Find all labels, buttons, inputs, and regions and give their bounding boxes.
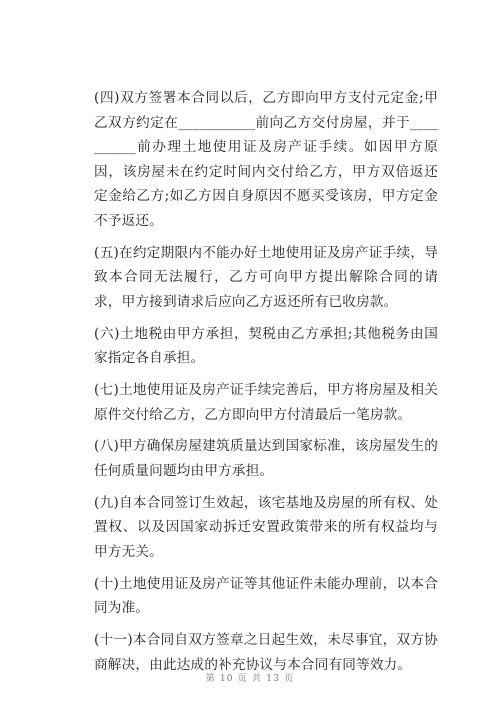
page-number-footer: 第 10 页 共 13 页 [205, 674, 295, 684]
clause-4: (四)双方签署本合同以后，乙方即向甲方支付元定金;甲乙双方约定在___________前向乙方交付房屋，并于__________前办理土地使用证及房产证手续。如因甲方原因，该房屋未在约定时间内交付给乙方，甲方双倍返还定金给乙方;如乙方因自身原因不愿买受该房，甲方定金不予返还。 [94, 90, 438, 229]
clause-11: (十一)本合同自双方签章之日起生效，未尽事宜，双方协商解决，由此达成的补充协议与本合同有同等效力。 [94, 632, 438, 673]
document-body [94, 86, 438, 685]
clause-6: (六)土地税由甲方承担，契税由乙方承担;其他税务由国家指定各自承担。 [94, 325, 438, 367]
clause-5: (五)在约定期限内不能办好土地使用证及房产证手续，导致本合同无法履行，乙方可向甲方提出解除合同的请求，甲方接到请求后应向乙方返还所有已收房款。 [94, 244, 438, 310]
clause-7: (七)土地使用证及房产证手续完善后，甲方将房屋及相关原件交付给乙方，乙方即向甲方付清最后一笔房款。 [94, 382, 438, 423]
clause-8: (八)甲方确保房屋建筑质量达到国家标准，该房屋发生的任何质量问题均由甲方承担。 [94, 438, 438, 480]
clause-10: (十)土地使用证及房产证等其他证件未能办理前，以本合同为准。 [94, 575, 438, 617]
clause-9: (九)自本合同签订生效起，该宅基地及房屋的所有权、处置权、以及因国家动拆迁安置政策带来的所有权益均与甲方无关。 [94, 494, 438, 561]
